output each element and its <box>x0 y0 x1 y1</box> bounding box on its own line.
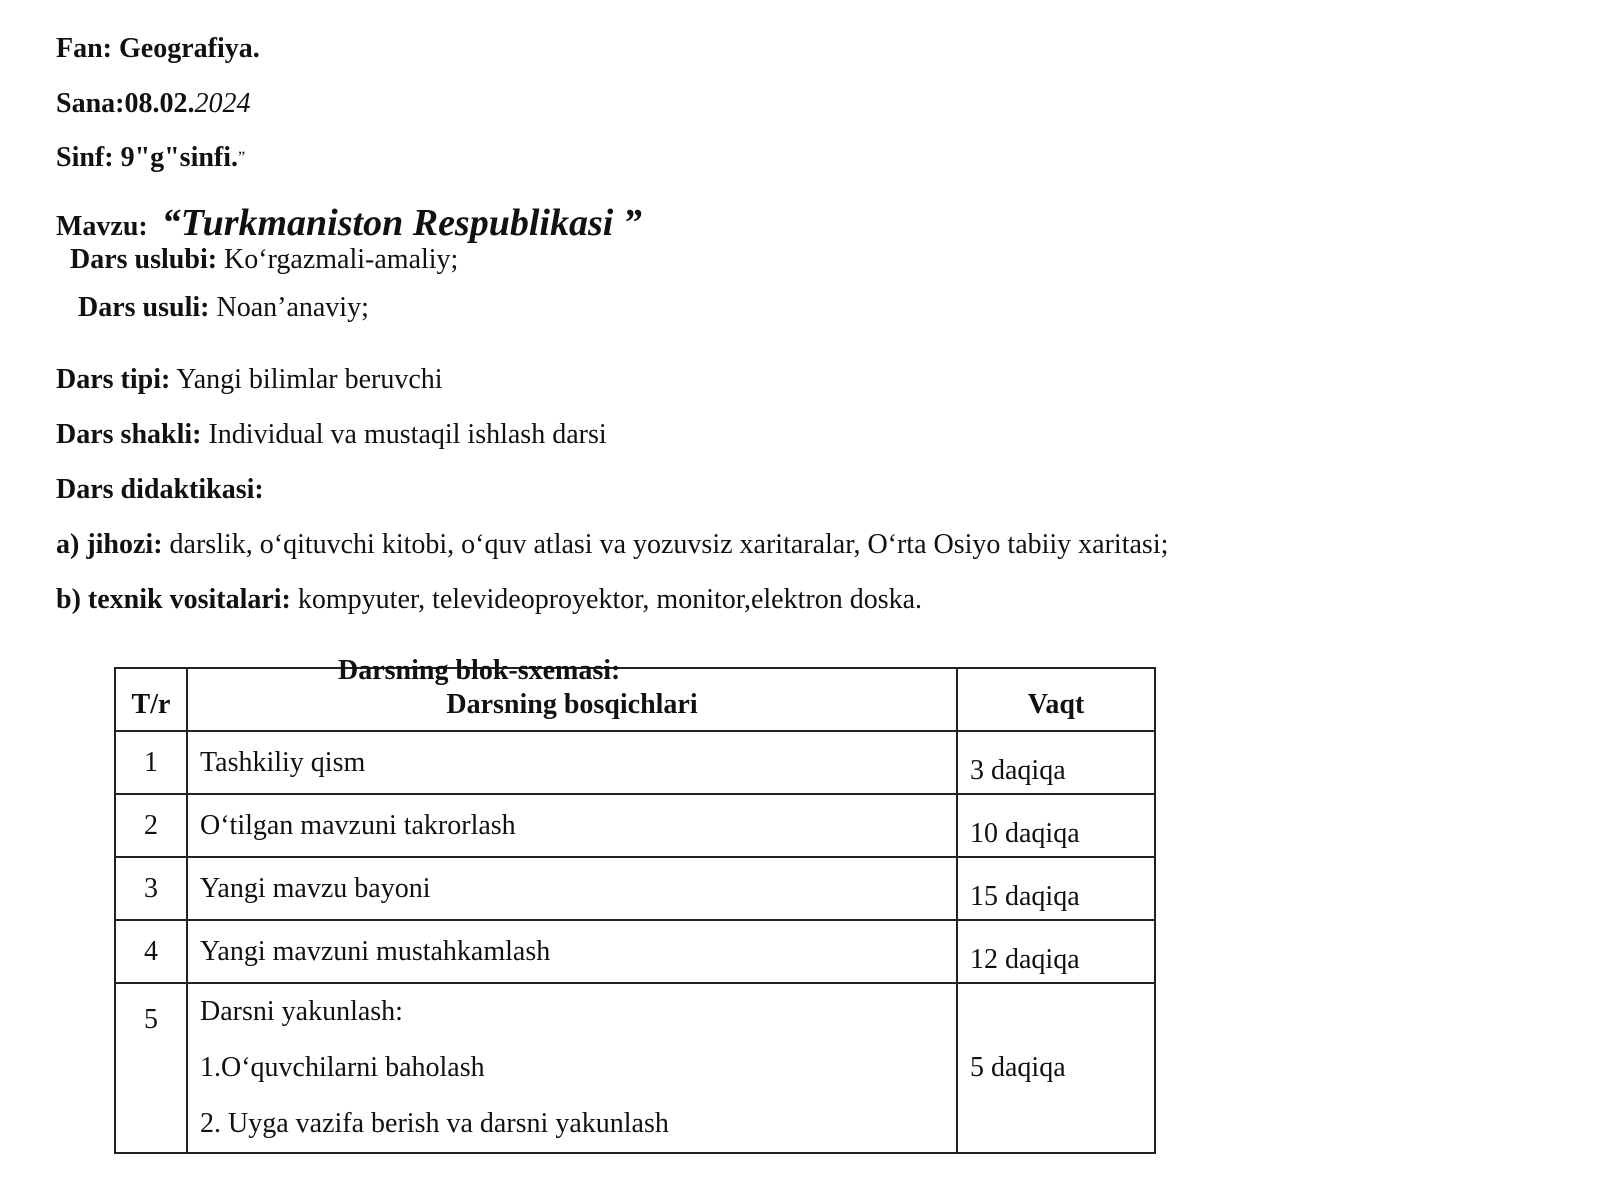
row-time: 3 daqiqa <box>957 731 1155 794</box>
row-time: 15 daqiqa <box>957 857 1155 920</box>
equipment-value: darslik, o‘qituvchi kitobi, o‘quv atlasi va yozuvsiz xaritaralar, O‘rta Osiyo tabiiy xaritasi; <box>169 529 1169 560</box>
table-header-row <box>115 668 1155 731</box>
subject-value: Geografiya. <box>119 33 260 64</box>
technical-line <box>56 583 922 617</box>
column-header-time: Vaqt <box>957 668 1155 731</box>
method-style-line <box>70 243 458 277</box>
class-mark: ” <box>238 149 246 166</box>
class-label: Sinf: <box>56 142 114 173</box>
lesson-type-value: Yangi bilimlar beruvchi <box>176 364 443 395</box>
row-stage-line: 2. Uyga vazifa berish va darsni yakunlash <box>200 1108 669 1139</box>
row-time: 5 daqiqa <box>957 983 1155 1153</box>
lesson-type-line <box>56 363 443 397</box>
row-stage: Yangi mavzuni mustahkamlash <box>187 920 957 983</box>
column-header-number: T/r <box>115 668 187 731</box>
row-number: 5 <box>115 983 187 1153</box>
row-stage-line: Darsni yakunlash: <box>200 996 403 1027</box>
column-header-stages: Darsning bosqichlari <box>187 668 957 731</box>
method-line <box>78 291 369 325</box>
row-number: 3 <box>115 857 187 920</box>
topic-title: “Turkmaniston Respublikasi ” <box>161 202 642 244</box>
row-stage-line: 1.O‘quvchilarni baholash <box>200 1052 485 1083</box>
date-label: Sana:08.02. <box>56 88 195 119</box>
class-line <box>56 141 245 175</box>
subject-line <box>56 32 260 66</box>
equipment-line <box>56 528 1168 562</box>
row-time: 12 daqiqa <box>957 920 1155 983</box>
didactics-label: Dars didaktikasi: <box>56 474 264 505</box>
schema-title: Darsning blok-sxemasi: <box>338 655 621 686</box>
date-line <box>56 87 250 121</box>
equipment-label: a) jihozi: <box>56 529 163 560</box>
row-stage <box>187 983 957 1153</box>
row-number: 1 <box>115 731 187 794</box>
topic-line <box>56 202 642 244</box>
lesson-schema-table <box>114 667 1156 1154</box>
row-number: 4 <box>115 920 187 983</box>
method-label: Dars usuli: <box>78 292 210 323</box>
row-stage: Yangi mavzu bayoni <box>187 857 957 920</box>
subject-label: Fan: <box>56 33 112 64</box>
technical-label: b) texnik vositalari: <box>56 584 291 615</box>
class-value: 9"g"sinfi. <box>120 142 239 173</box>
method-style-value: Ko‘rgazmali-amaliy; <box>224 244 459 275</box>
technical-value: kompyuter, televideoproyektor, monitor,elektron doska. <box>297 584 923 615</box>
topic-label: Mavzu: <box>56 211 148 242</box>
lesson-form-line <box>56 418 607 452</box>
lesson-form-label: Dars shakli: <box>56 419 202 450</box>
row-stage: Tashkiliy qism <box>187 731 957 794</box>
row-time: 10 daqiqa <box>957 794 1155 857</box>
method-style-label: Dars uslubi: <box>70 244 218 275</box>
row-stage: O‘tilgan mavzuni takrorlash <box>187 794 957 857</box>
date-year: 2024 <box>194 88 251 119</box>
table-row <box>115 983 1155 1153</box>
row-number: 2 <box>115 794 187 857</box>
lesson-type-label: Dars tipi: <box>56 364 171 395</box>
table-row <box>115 731 1155 794</box>
lesson-form-value: Individual va mustaqil ishlash darsi <box>208 419 607 450</box>
method-value: Noan’anaviy; <box>216 292 369 323</box>
table-row <box>115 794 1155 857</box>
didactics-line <box>56 473 264 507</box>
table-row <box>115 920 1155 983</box>
table-row <box>115 857 1155 920</box>
